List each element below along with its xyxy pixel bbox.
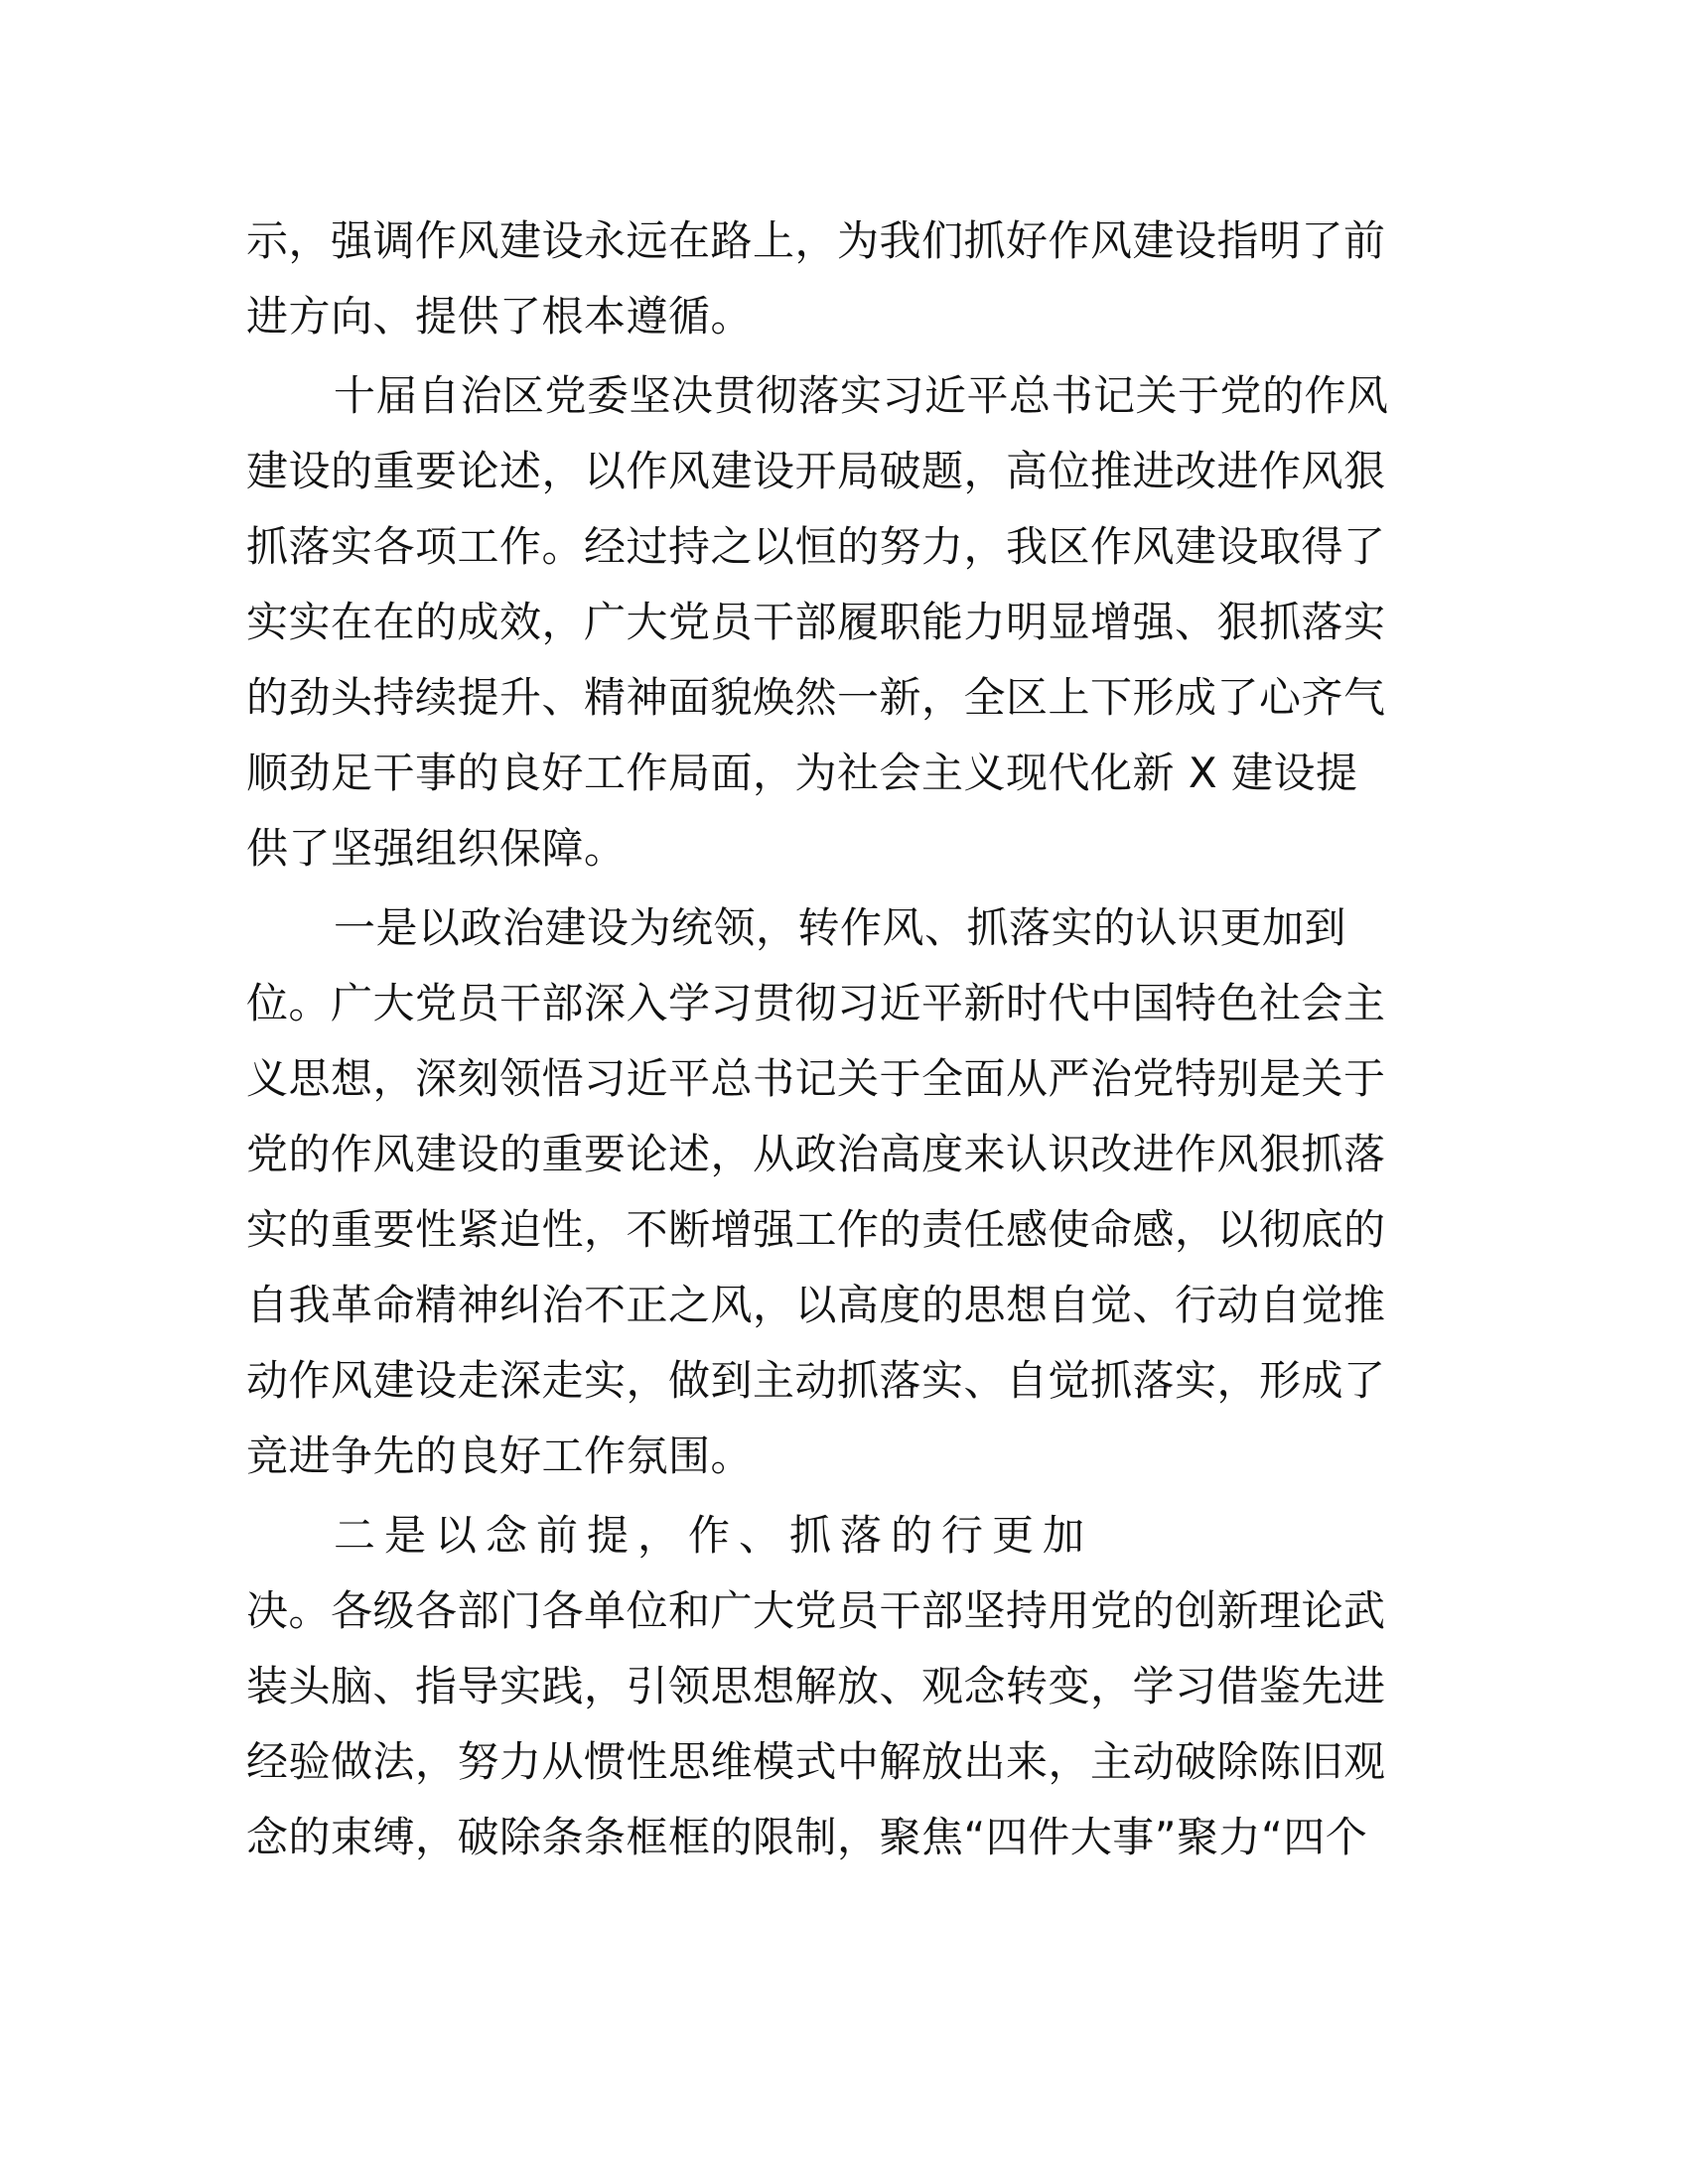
- text-line: 示，强调作风建设永远在路上，为我们抓好作风建设指明了前: [246, 216, 1386, 265]
- text-line: 进方向、提供了根本遵循。: [246, 292, 754, 341]
- text-line: 顺劲足干事的良好工作局面，为社会主义现代化新 X 建设提: [246, 749, 1358, 797]
- text-line: 装头脑、指导实践，引领思想解放、观念转变，学习借鉴先进: [246, 1662, 1386, 1710]
- paragraph-2: [246, 358, 1434, 887]
- text-line: 经验做法，努力从惯性思维模式中解放出来，主动破除陈旧观: [246, 1737, 1386, 1786]
- paragraph-1: [246, 204, 1434, 354]
- text-line: 动作风建设走深走实，做到主动抓落实、自觉抓落实，形成了: [246, 1356, 1386, 1405]
- text-line: 义思想，深刻领悟习近平总书记关于全面从严治党特别是关于: [246, 1054, 1386, 1103]
- text-line: 的劲头持续提升、精神面貌焕然一新，全区上下形成了心齐气: [246, 673, 1386, 722]
- text-line: 决。各级各部门各单位和广大党员干部坚持用党的创新理论武: [246, 1586, 1386, 1635]
- text-line: 抓落实各项工作。经过持之以恒的努力，我区作风建设取得了: [246, 522, 1386, 571]
- text-line: 建设的重要论述，以作风建设开局破题，高位推进改进作风狠: [246, 447, 1386, 495]
- text-line: 十届自治区党委坚决贯彻落实习近平总书记关于党的作风: [334, 371, 1389, 420]
- text-line: 一是以政治建设为统领，转作风、抓落实的认识更加到: [334, 903, 1347, 952]
- text-line: 实的重要性紧迫性，不断增强工作的责任感使命感，以彻底的: [246, 1205, 1386, 1254]
- text-line: 党的作风建设的重要论述，从政治高度来认识改进作风狠抓落: [246, 1130, 1386, 1178]
- text-line: 供了坚强组织保障。: [246, 824, 627, 873]
- text-line: 自我革命精神纠治不正之风，以高度的思想自觉、行动自觉推: [246, 1281, 1386, 1329]
- text-line: 实实在在的成效，广大党员干部履职能力明显增强、狠抓落实: [246, 598, 1386, 646]
- paragraph-3: [246, 890, 1434, 1494]
- text-line: 竞进争先的良好工作氛围。: [246, 1432, 754, 1480]
- text-line: 位。广大党员干部深入学习贯彻习近平新时代中国特色社会主: [246, 979, 1386, 1027]
- text-line: 二是以念前提，作、抓落的行更加: [334, 1511, 1094, 1560]
- paragraph-4: [246, 1498, 1434, 1875]
- text-line: 念的束缚，破除条条框框的限制，聚焦“四件大事”聚力“四个: [246, 1813, 1368, 1861]
- document-body: [246, 204, 1434, 1879]
